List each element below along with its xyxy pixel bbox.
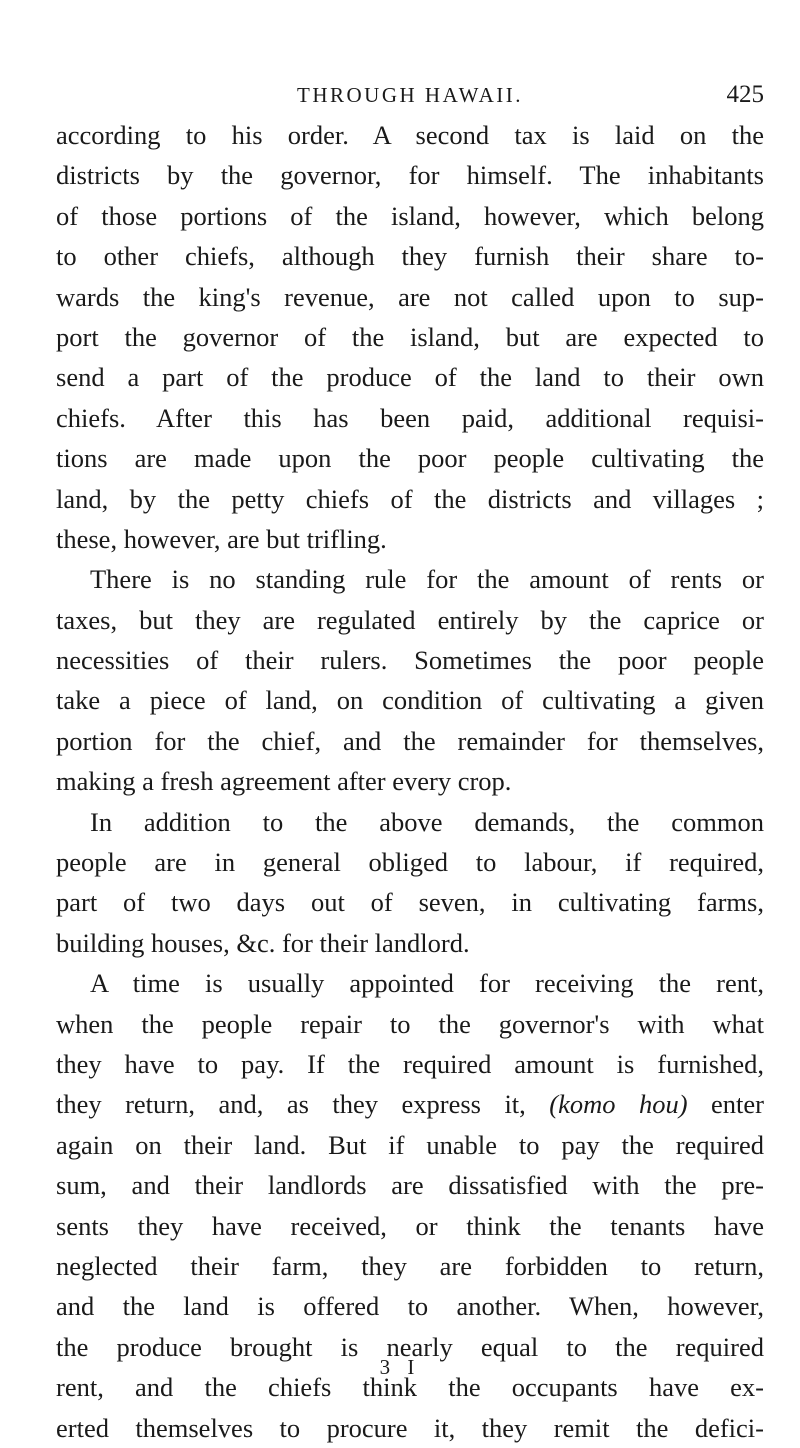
text-line: necessities of their rulers. Sometimes the poor people <box>56 645 764 676</box>
text-line: to other chiefs, although they furnish their share to- <box>56 241 764 272</box>
text-line: they have to pay. If the required amount is furnished, <box>56 1048 764 1079</box>
hawaiian-phrase: (komo hou) <box>549 1089 688 1120</box>
text-line: people are in general obliged to labour, if required, <box>56 847 764 878</box>
text-line: when the people repair to the governor's with what <box>56 1008 764 1039</box>
text-line: A time is usually appointed for receiving the rent, <box>90 968 764 999</box>
text-line: the produce brought is nearly equal to the required <box>56 1331 764 1362</box>
text-line: districts by the governor, for himself. The inhabitants <box>56 160 764 191</box>
text-line: making a fresh agreement after every crop. <box>56 766 512 797</box>
text-line: erted themselves to procure it, they remit the defici- <box>56 1412 764 1443</box>
text-line: In addition to the above demands, the common <box>90 806 764 837</box>
text-fragment: they return, and, as they express it, <box>56 1089 550 1120</box>
signature-mark: 3 I <box>379 1355 421 1379</box>
text-line: take a piece of land, on condition of cultivating a given <box>56 685 764 716</box>
text-line: these, however, are but trifling. <box>56 523 387 554</box>
text-line: and the land is offered to another. When, however, <box>56 1291 764 1322</box>
text-line: port the governor of the island, but are expected to <box>56 321 764 352</box>
running-title: THROUGH HAWAII. <box>297 83 523 107</box>
text-line: wards the king's revenue, are not called upon to sup- <box>56 281 764 312</box>
text-line: building houses, &c. for their landlord. <box>56 927 470 958</box>
body-text <box>56 115 764 1448</box>
running-head <box>56 78 764 112</box>
text-line: part of two days out of seven, in cultivating farms, <box>56 887 764 918</box>
text-line: chiefs. After this has been paid, additional requisi- <box>56 402 764 433</box>
text-line: neglected their farm, they are forbidden to return, <box>56 1250 764 1281</box>
text-line: portion for the chief, and the remainder for themselves, <box>56 725 764 756</box>
text-line <box>56 1084 764 1124</box>
text-line: again on their land. But if unable to pay the required <box>56 1129 764 1160</box>
text-fragment: enter <box>687 1089 764 1120</box>
text-line: send a part of the produce of the land to their own <box>56 362 764 393</box>
text-line: sum, and their landlords are dissatisfied with the pre- <box>56 1170 764 1201</box>
text-line: taxes, but they are regulated entirely by the caprice or <box>56 604 764 635</box>
text-line: rent, and the chiefs think the occupants have ex- <box>56 1372 764 1403</box>
text-line: tions are made upon the poor people cultivating the <box>56 443 764 474</box>
text-line: according to his order. A second tax is laid on the <box>56 120 764 150</box>
text-line: sents they have received, or think the tenants have <box>56 1210 764 1241</box>
text-line: There is no standing rule for the amount of rents or <box>90 564 764 595</box>
text-line: of those portions of the island, however, which belong <box>56 200 764 231</box>
page-number: 425 <box>726 81 764 108</box>
text-line: land, by the petty chiefs of the districts and villages ; <box>56 483 764 514</box>
